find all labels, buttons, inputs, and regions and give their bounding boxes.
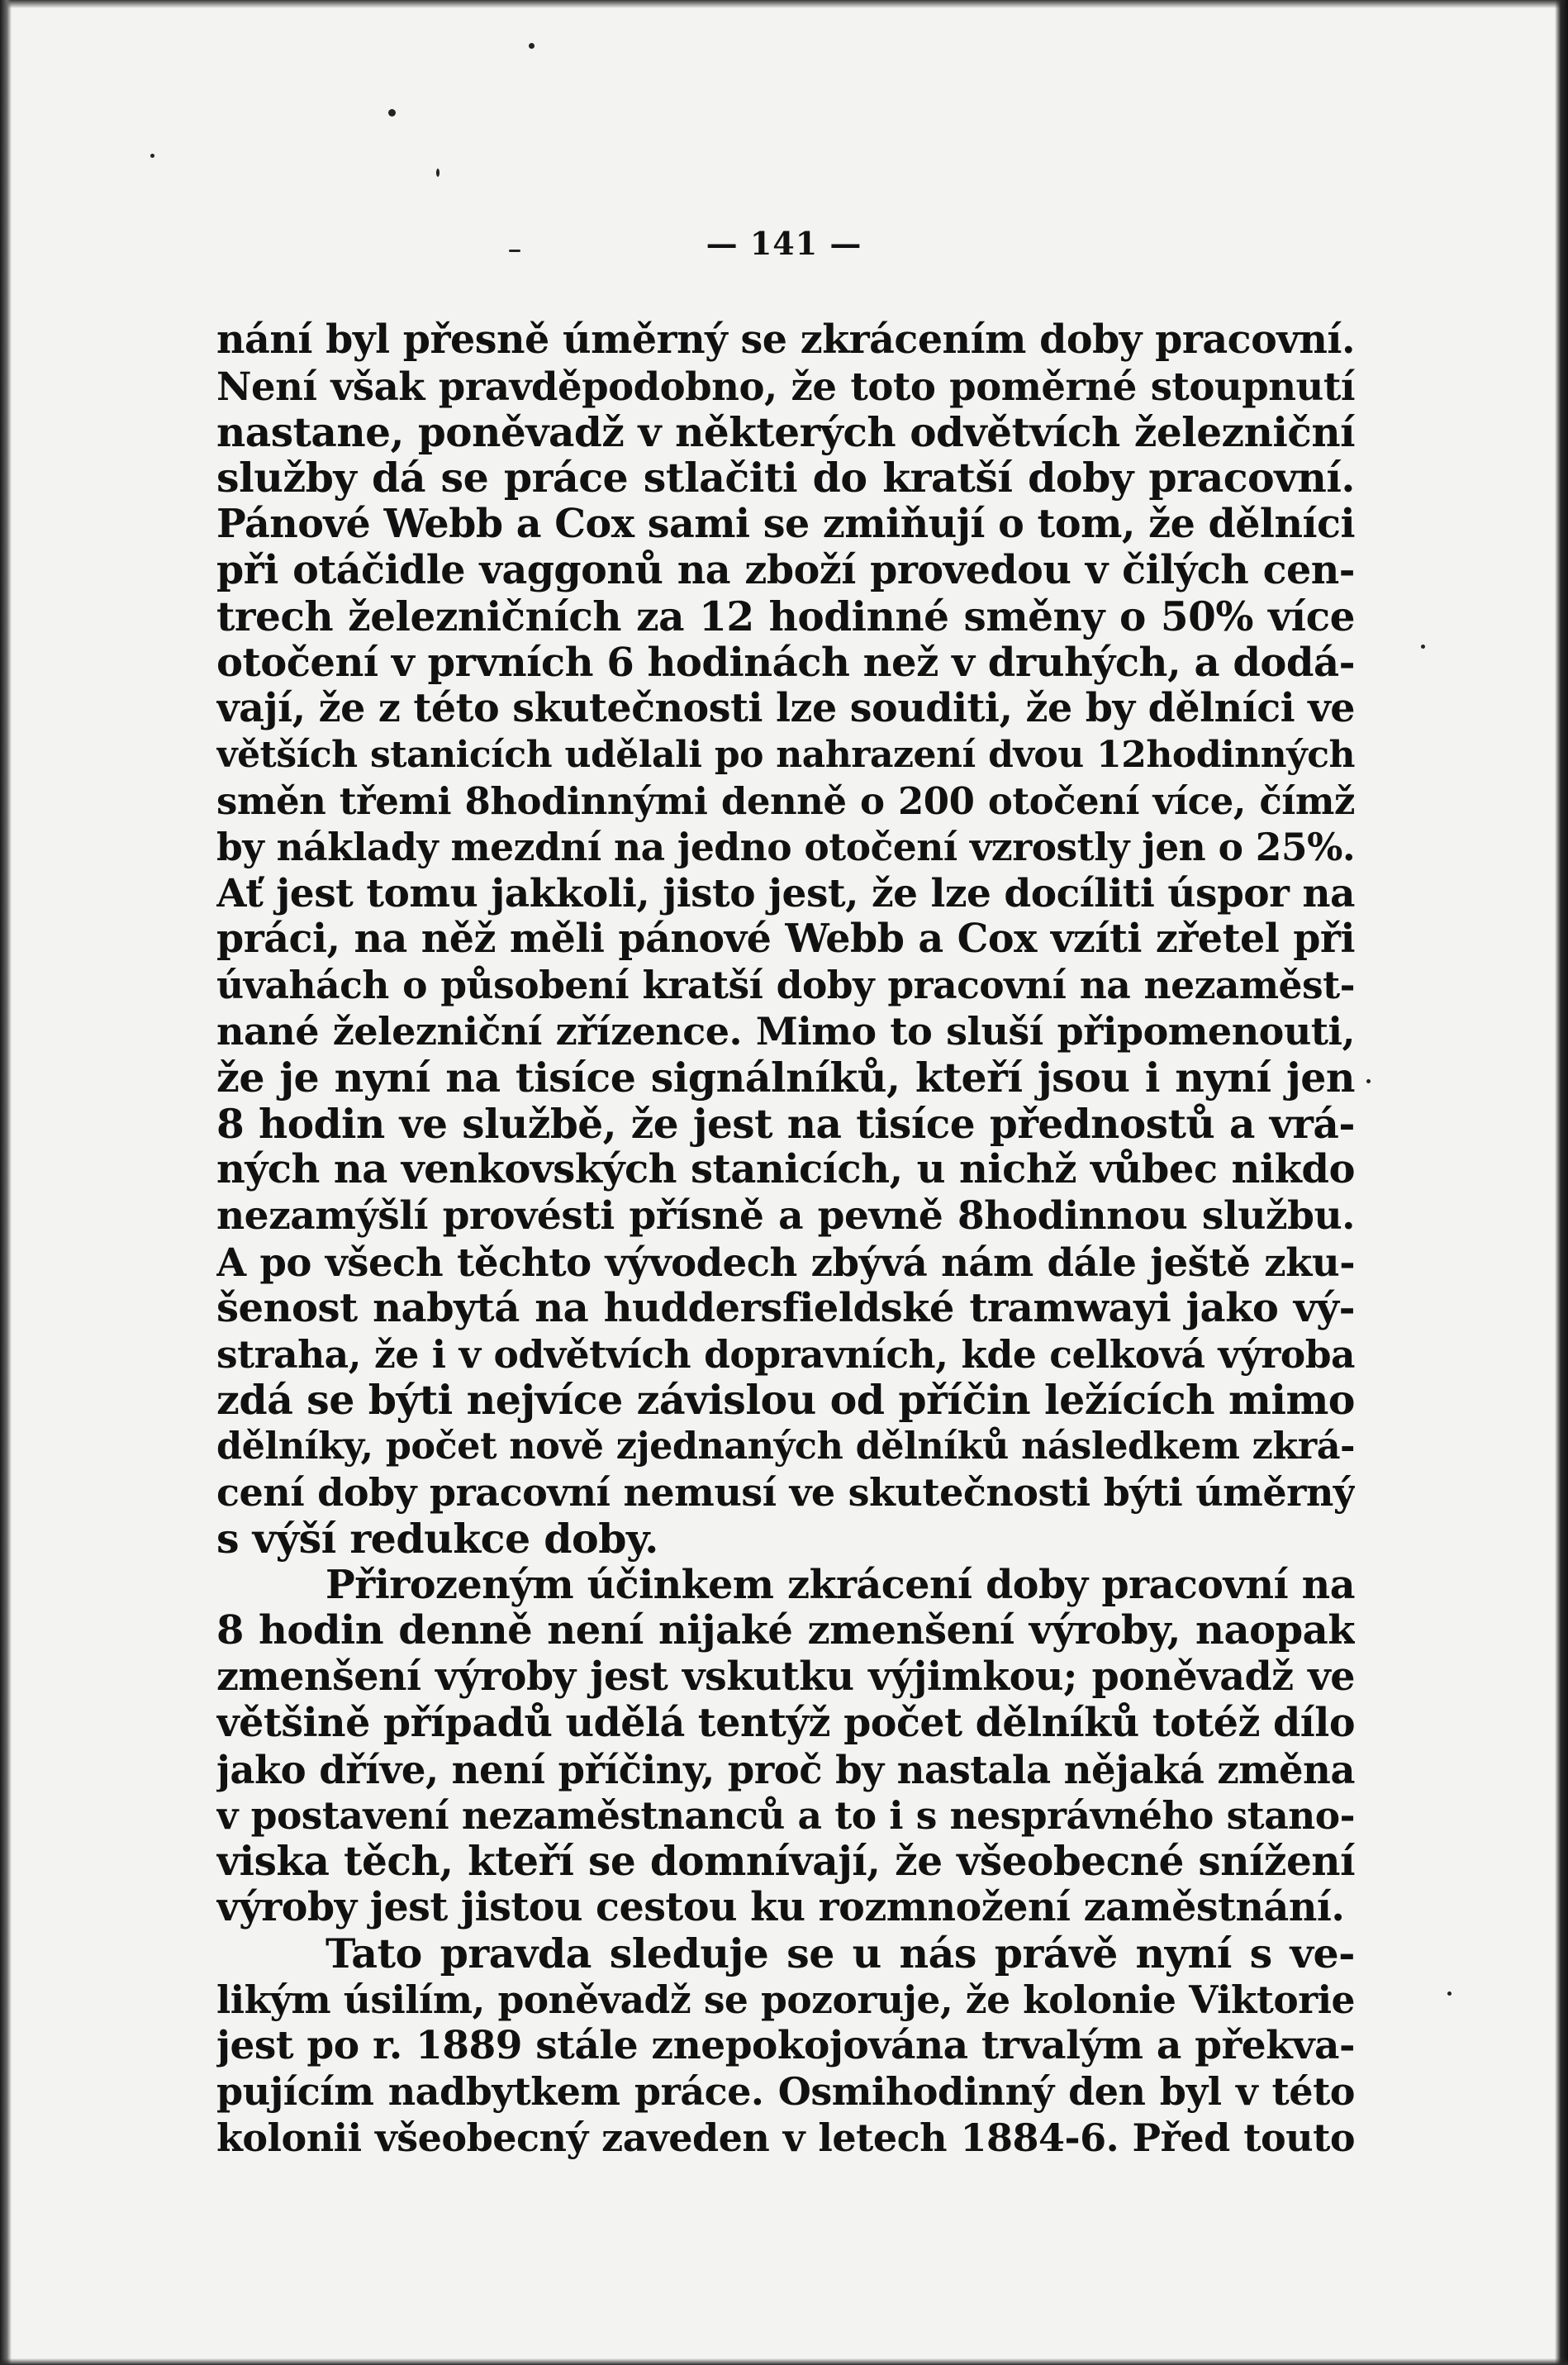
text-line: dělníky, počet nově zjednaných dělníků následkem zkrá- — [216, 1425, 1355, 1468]
text-line: ných na venkovských stanicích, u nichž vůbec nikdo — [216, 1147, 1355, 1193]
text-line: šenost nabytá na huddersfieldské tramwayi jako vý- — [216, 1285, 1355, 1331]
scan-speck — [1366, 1079, 1371, 1083]
text-line: likým úsilím, poněvadž se pozoruje, že kolonie Viktorie — [216, 1977, 1355, 2022]
text-line: nastane, poněvadž v některých odvětvích železniční — [216, 409, 1355, 456]
text-line: výroby jest jistou cestou ku rozmnožení zaměstnání. — [216, 1885, 1345, 1931]
text-line: jest po r. 1889 stále znepokojována trvalým a překva- — [216, 2023, 1355, 2069]
text-line: otočení v prvních 6 hodinách než v druhých, a dodá- — [216, 640, 1355, 686]
text-line: většině případů udělá tentýž počet dělníků totéž dílo — [216, 1700, 1355, 1746]
text-line: že je nyní na tisíce signálníků, kteří jsou i nyní jen — [216, 1054, 1355, 1102]
page-number: — 141 — — [706, 225, 862, 262]
text-line: zmenšení výroby jest vskutku výjimkou; poněvadž ve — [216, 1654, 1355, 1701]
text-line: směn třemi 8hodinnými denně o 200 otočení více, čímž — [216, 778, 1355, 823]
text-line: 8 hodin ve službě, že jest na tisíce přednostů a vrá- — [216, 1101, 1355, 1148]
text-line: s výší redukce doby. — [216, 1516, 658, 1563]
text-line: Ať jest tomu jakkoli, jisto jest, že lze docíliti úspor na — [216, 870, 1355, 916]
text-line: viska těch, kteří se domnívají, že všeobecné snížení — [216, 1839, 1355, 1886]
body-text — [216, 317, 1355, 2162]
text-line: Pánové Webb a Cox sami se zmiňují o tom, že dělníci — [216, 502, 1355, 548]
text-line: práci, na něž měli pánové Webb a Cox vzíti zřetel při — [216, 916, 1355, 963]
text-line: Není však pravděpodobno, že toto poměrné stoupnutí — [216, 363, 1355, 409]
text-line: v postavení nezaměstnanců a to i s nesprávného stano- — [216, 1792, 1355, 1838]
scan-speck — [529, 43, 535, 49]
text-line: nání byl přesně úměrný se zkrácením doby pracovní. — [216, 317, 1355, 363]
scan-speck — [1421, 645, 1425, 649]
text-line: pujícím nadbytkem práce. Osmihodinný den byl v této — [216, 2069, 1355, 2115]
text-line: vají, že z této skutečnosti lze souditi, že by dělníci ve — [216, 686, 1355, 732]
text-line: A po všech těchto vývodech zbývá nám dále ještě zku- — [216, 1239, 1355, 1285]
text-line: Tato pravda sleduje se u nás právě nyní s ve- — [325, 1930, 1355, 1977]
text-line: nané železniční zřízence. Mimo to sluší připomenouti, — [216, 1008, 1355, 1054]
scan-speck — [1447, 1991, 1452, 1996]
text-line: zdá se býti nejvíce závislou od příčin ležících mimo — [216, 1378, 1355, 1425]
page-left-edge-shadow — [0, 0, 12, 2365]
text-line: cení doby pracovní nemusí ve skutečnosti býti úměrný — [216, 1469, 1355, 1515]
page-bottom-edge-shadow — [0, 2358, 1568, 2365]
scan-speck — [150, 154, 154, 158]
text-line: by náklady mezdní na jedno otočení vzrostly jen o 25%. — [216, 824, 1355, 869]
text-line: straha, že i v odvětvích dopravních, kde celková výroba — [216, 1331, 1355, 1377]
text-line: kolonii všeobecný zaveden v letech 1884-6. Před touto — [216, 2115, 1355, 2161]
page-top-edge-shadow — [0, 0, 1568, 8]
text-line: při otáčidle vaggonů na zboží provedou v čilých cen- — [216, 547, 1355, 593]
page-right-edge-shadow — [1555, 0, 1568, 2365]
text-line: trech železničních za 12 hodinné směny o 50% více — [216, 593, 1355, 640]
text-line: 8 hodin denně není nijaké zmenšení výroby, naopak — [216, 1608, 1355, 1654]
scan-speck — [436, 169, 440, 177]
scan-speck — [388, 109, 396, 117]
text-line: nezamýšlí provésti přísně a pevně 8hodinnou službu. — [216, 1193, 1355, 1240]
text-line: úvahách o působení kratší doby pracovní na nezaměst- — [216, 963, 1355, 1008]
text-line: služby dá se práce stlačiti do kratší doby pracovní. — [216, 455, 1355, 502]
text-line: větších stanicích udělali po nahrazení dvou 12hodinných — [216, 734, 1355, 777]
text-line: jako dříve, není příčiny, proč by nastala nějaká změna — [216, 1746, 1355, 1792]
text-line: Přirozeným účinkem zkrácení doby pracovní na — [325, 1562, 1355, 1608]
